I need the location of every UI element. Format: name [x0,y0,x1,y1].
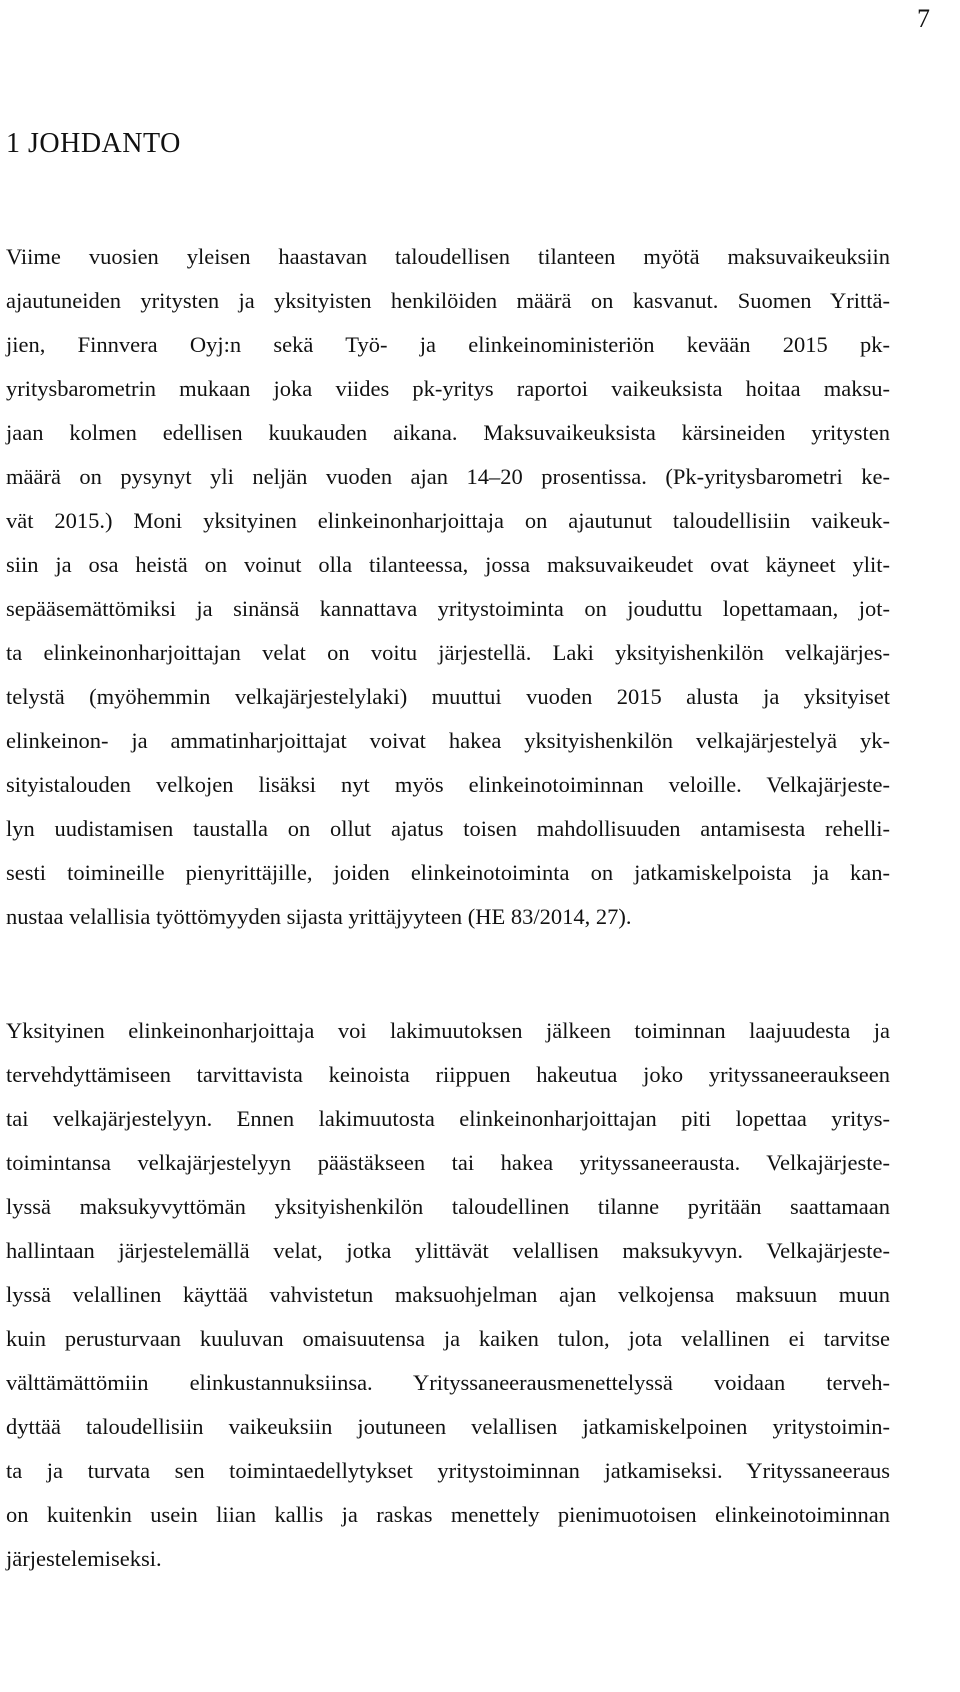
text-line: lyssä velallinen käyttää vahvistetun maksuohjelman ajan velkojensa maksuun muun [6,1282,890,1307]
text-line: dyttää taloudellisiin vaikeuksiin joutuneen velallisen jatkamiskelpoinen yritystoimin- [6,1414,890,1439]
text-line: jien, Finnvera Oyj:n sekä Työ- ja elinkeinoministeriön kevään 2015 pk- [6,332,890,357]
text-line: nustaa velallisia työttömyyden sijasta yrittäjyyteen (HE 83/2014, 27). [6,904,632,929]
text-line: siin ja osa heistä on voinut olla tilanteessa, jossa maksuvaikeudet ovat käyneet ylit- [6,552,890,577]
text-line: vät 2015.) Moni yksityinen elinkeinonharjoittaja on ajautunut taloudellisiin vaikeuk- [6,508,890,533]
text-line: ta elinkeinonharjoittajan velat on voitu järjestellä. Laki yksityishenkilön velkajärjes- [6,640,890,665]
text-line: sepääsemättömiksi ja sinänsä kannattava yritystoiminta on jouduttu lopettamaan, jot- [6,596,890,621]
text-line: lyssä maksukyvyttömän yksityishenkilön taloudellinen tilanne pyritään saattamaan [6,1194,890,1219]
text-line: kuin perusturvaan kuuluvan omaisuutensa ja kaiken tulon, jota velallinen ei tarvitse [6,1326,890,1351]
text-line: hallintaan järjestelemällä velat, jotka ylittävät velallisen maksukyvyn. Velkajärjeste- [6,1238,890,1263]
text-line: Yksityinen elinkeinonharjoittaja voi lakimuutoksen jälkeen toiminnan laajuudesta ja [6,1018,890,1043]
text-line: telystä (myöhemmin velkajärjestelylaki) muuttui vuoden 2015 alusta ja yksityiset [6,684,890,709]
page-number: 7 [917,4,930,33]
text-line: tervehdyttämiseen tarvittavista keinoista riippuen hakeutua joko yrityssaneeraukseen [6,1062,890,1087]
text-line: on kuitenkin usein liian kallis ja raskas menettely pienimuotoisen elinkeinotoiminnan [6,1502,890,1527]
text-line: lyn uudistamisen taustalla on ollut ajatus toisen mahdollisuuden antamisesta rehelli- [6,816,890,841]
text-line: järjestelemiseksi. [6,1546,162,1571]
text-line: Viime vuosien yleisen haastavan taloudellisen tilanteen myötä maksuvaikeuksiin [6,244,890,269]
text-line: määrä on pysynyt yli neljän vuoden ajan 14–20 prosentissa. (Pk-yritysbarometri ke- [6,464,890,489]
text-line: sesti toimineille pienyrittäjille, joiden elinkeinotoiminta on jatkamiskelpoista ja kan- [6,860,890,885]
text-line: ta ja turvata sen toimintaedellytykset yritystoiminnan jatkamiseksi. Yrityssaneeraus [6,1458,890,1483]
text-line: toimintansa velkajärjestelyyn päästäkseen tai hakea yrityssaneerausta. Velkajärjeste- [6,1150,890,1175]
text-line: välttämättömiin elinkustannuksiinsa. Yrityssaneerausmenettelyssä voidaan terveh- [6,1370,890,1395]
section-heading: 1 JOHDANTO [6,128,181,159]
text-line: yritysbarometrin mukaan joka viides pk-yritys raportoi vaikeuksista hoitaa maksu- [6,376,890,401]
text-line: ajautuneiden yritysten ja yksityisten henkilöiden määrä on kasvanut. Suomen Yrittä- [6,288,890,313]
text-line: elinkeinon- ja ammatinharjoittajat voivat hakea yksityishenkilön velkajärjestelyä yk- [6,728,890,753]
text-line: jaan kolmen edellisen kuukauden aikana. Maksuvaikeuksista kärsineiden yritysten [6,420,890,445]
text-line: tai velkajärjestelyyn. Ennen lakimuutosta elinkeinonharjoittajan piti lopettaa yritys- [6,1106,890,1131]
text-line: sityistalouden velkojen lisäksi nyt myös elinkeinotoiminnan veloille. Velkajärjeste- [6,772,890,797]
